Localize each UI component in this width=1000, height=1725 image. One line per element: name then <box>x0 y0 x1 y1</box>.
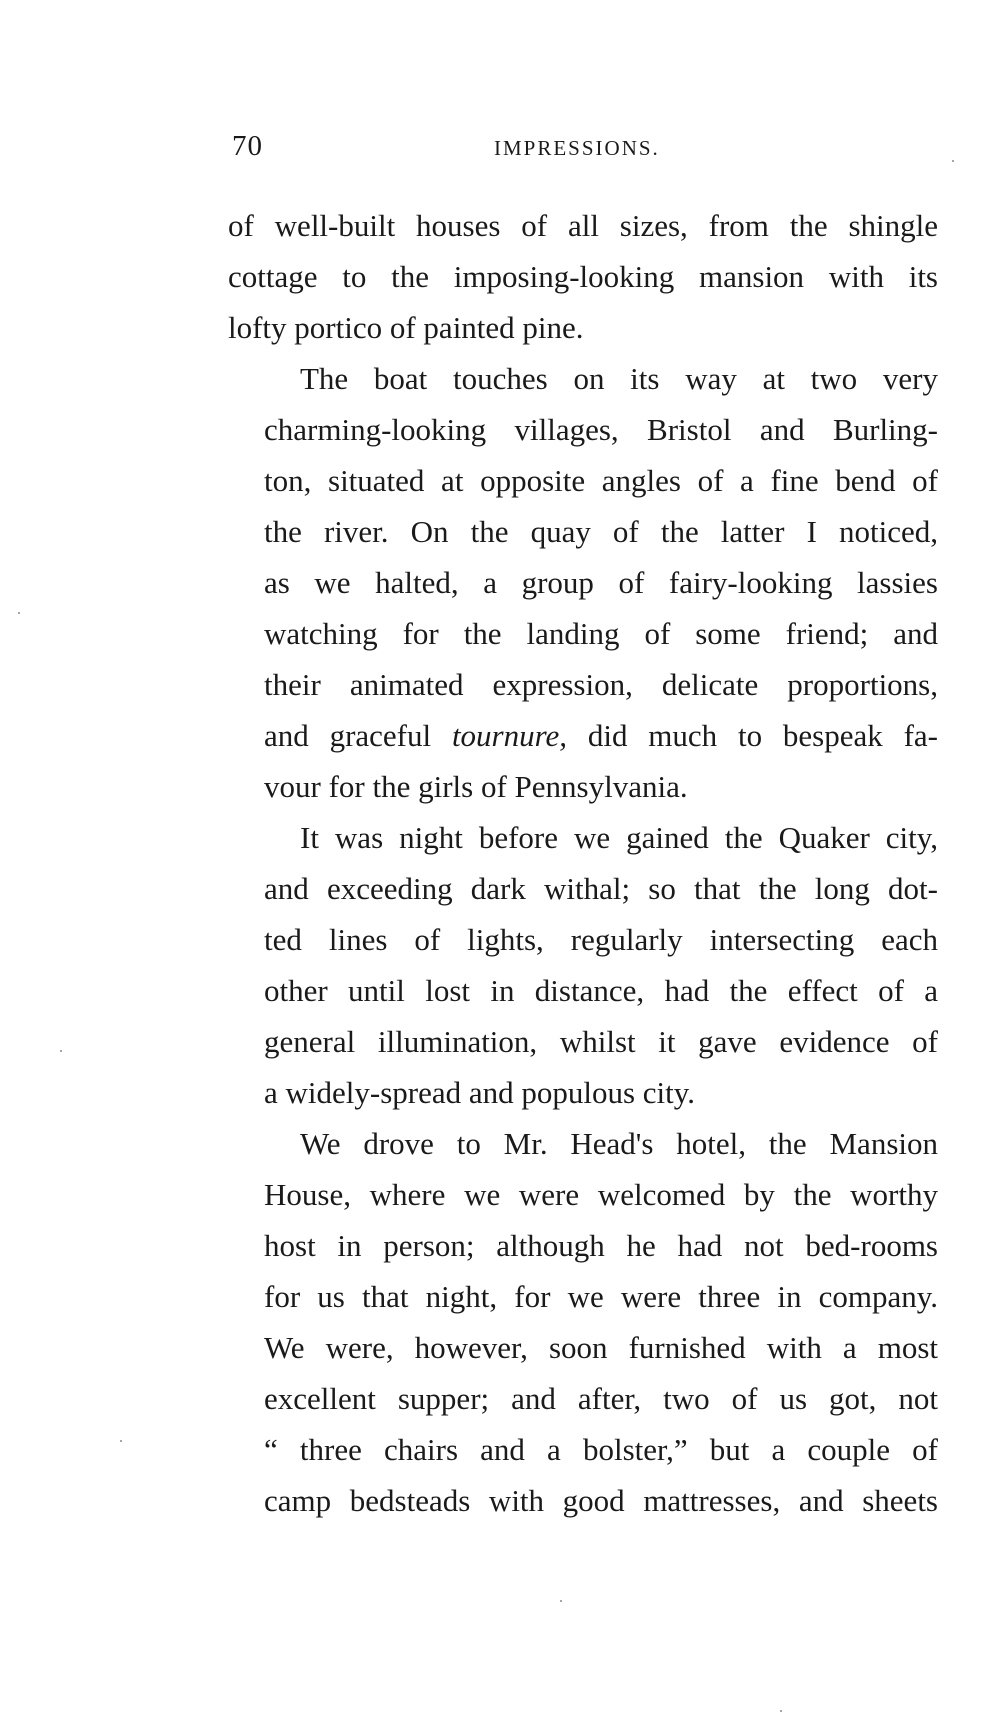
text-line: the river. On the quay of the latter I noticed, <box>264 514 938 549</box>
text-line: charming-looking villages, Bristol and Burling- <box>264 412 938 447</box>
text-line: vour for the girls of Pennsylvania. <box>264 769 688 804</box>
page-number: 70 <box>232 130 263 162</box>
text-line: their animated expression, delicate proportions, <box>264 667 938 702</box>
text-line: ton, situated at opposite angles of a fine bend of <box>264 463 938 498</box>
scan-speck <box>18 612 20 614</box>
running-head <box>232 130 940 170</box>
paragraph-4 <box>228 1118 938 1526</box>
text-line: “ three chairs and a bolster,” but a couple of <box>264 1432 938 1467</box>
text-line: We drove to Mr. Head's hotel, the Mansion <box>300 1126 938 1161</box>
text-line: of well-built houses of all sizes, from the shingle <box>228 208 938 243</box>
text-fragment: and graceful <box>264 718 452 753</box>
text-line: other until lost in distance, had the effect of a <box>264 973 938 1008</box>
text-line: excellent supper; and after, two of us got, not <box>264 1381 938 1416</box>
scan-speck <box>780 1710 782 1712</box>
paragraph-1 <box>228 200 938 353</box>
text-fragment: did much to bespeak fa- <box>567 718 938 753</box>
text-line: camp bedsteads with good mattresses, and sheets <box>264 1483 938 1518</box>
text-line: The boat touches on its way at two very <box>300 361 938 396</box>
scan-speck <box>120 1440 122 1442</box>
text-line-with-italic <box>228 710 938 761</box>
text-line: host in person; although he had not bed-rooms <box>264 1228 938 1263</box>
text-line: as we halted, a group of fairy-looking lassies <box>264 565 938 600</box>
scan-speck <box>952 160 954 162</box>
italic-word: tournure, <box>451 718 568 753</box>
scan-speck <box>560 1600 562 1602</box>
text-line: cottage to the imposing-looking mansion with its <box>228 259 938 294</box>
paragraph-2 <box>228 353 938 812</box>
paragraph-3 <box>228 812 938 1118</box>
text-line: lofty portico of painted pine. <box>228 310 584 345</box>
text-line: It was night before we gained the Quaker city, <box>300 820 938 855</box>
text-line: watching for the landing of some friend; and <box>264 616 938 651</box>
text-line: ted lines of lights, regularly intersecting each <box>264 922 938 957</box>
body-text <box>228 200 938 1526</box>
text-line: general illumination, whilst it gave evidence of <box>264 1024 938 1059</box>
scan-speck <box>60 1050 62 1052</box>
text-line: House, where we were welcomed by the worthy <box>264 1177 938 1212</box>
running-title: IMPRESSIONS. <box>494 136 660 160</box>
text-line: and exceeding dark withal; so that the long dot- <box>264 871 938 906</box>
text-line: We were, however, soon furnished with a most <box>264 1330 938 1365</box>
text-line: for us that night, for we were three in company. <box>264 1279 938 1314</box>
text-line: a widely-spread and populous city. <box>264 1075 696 1110</box>
